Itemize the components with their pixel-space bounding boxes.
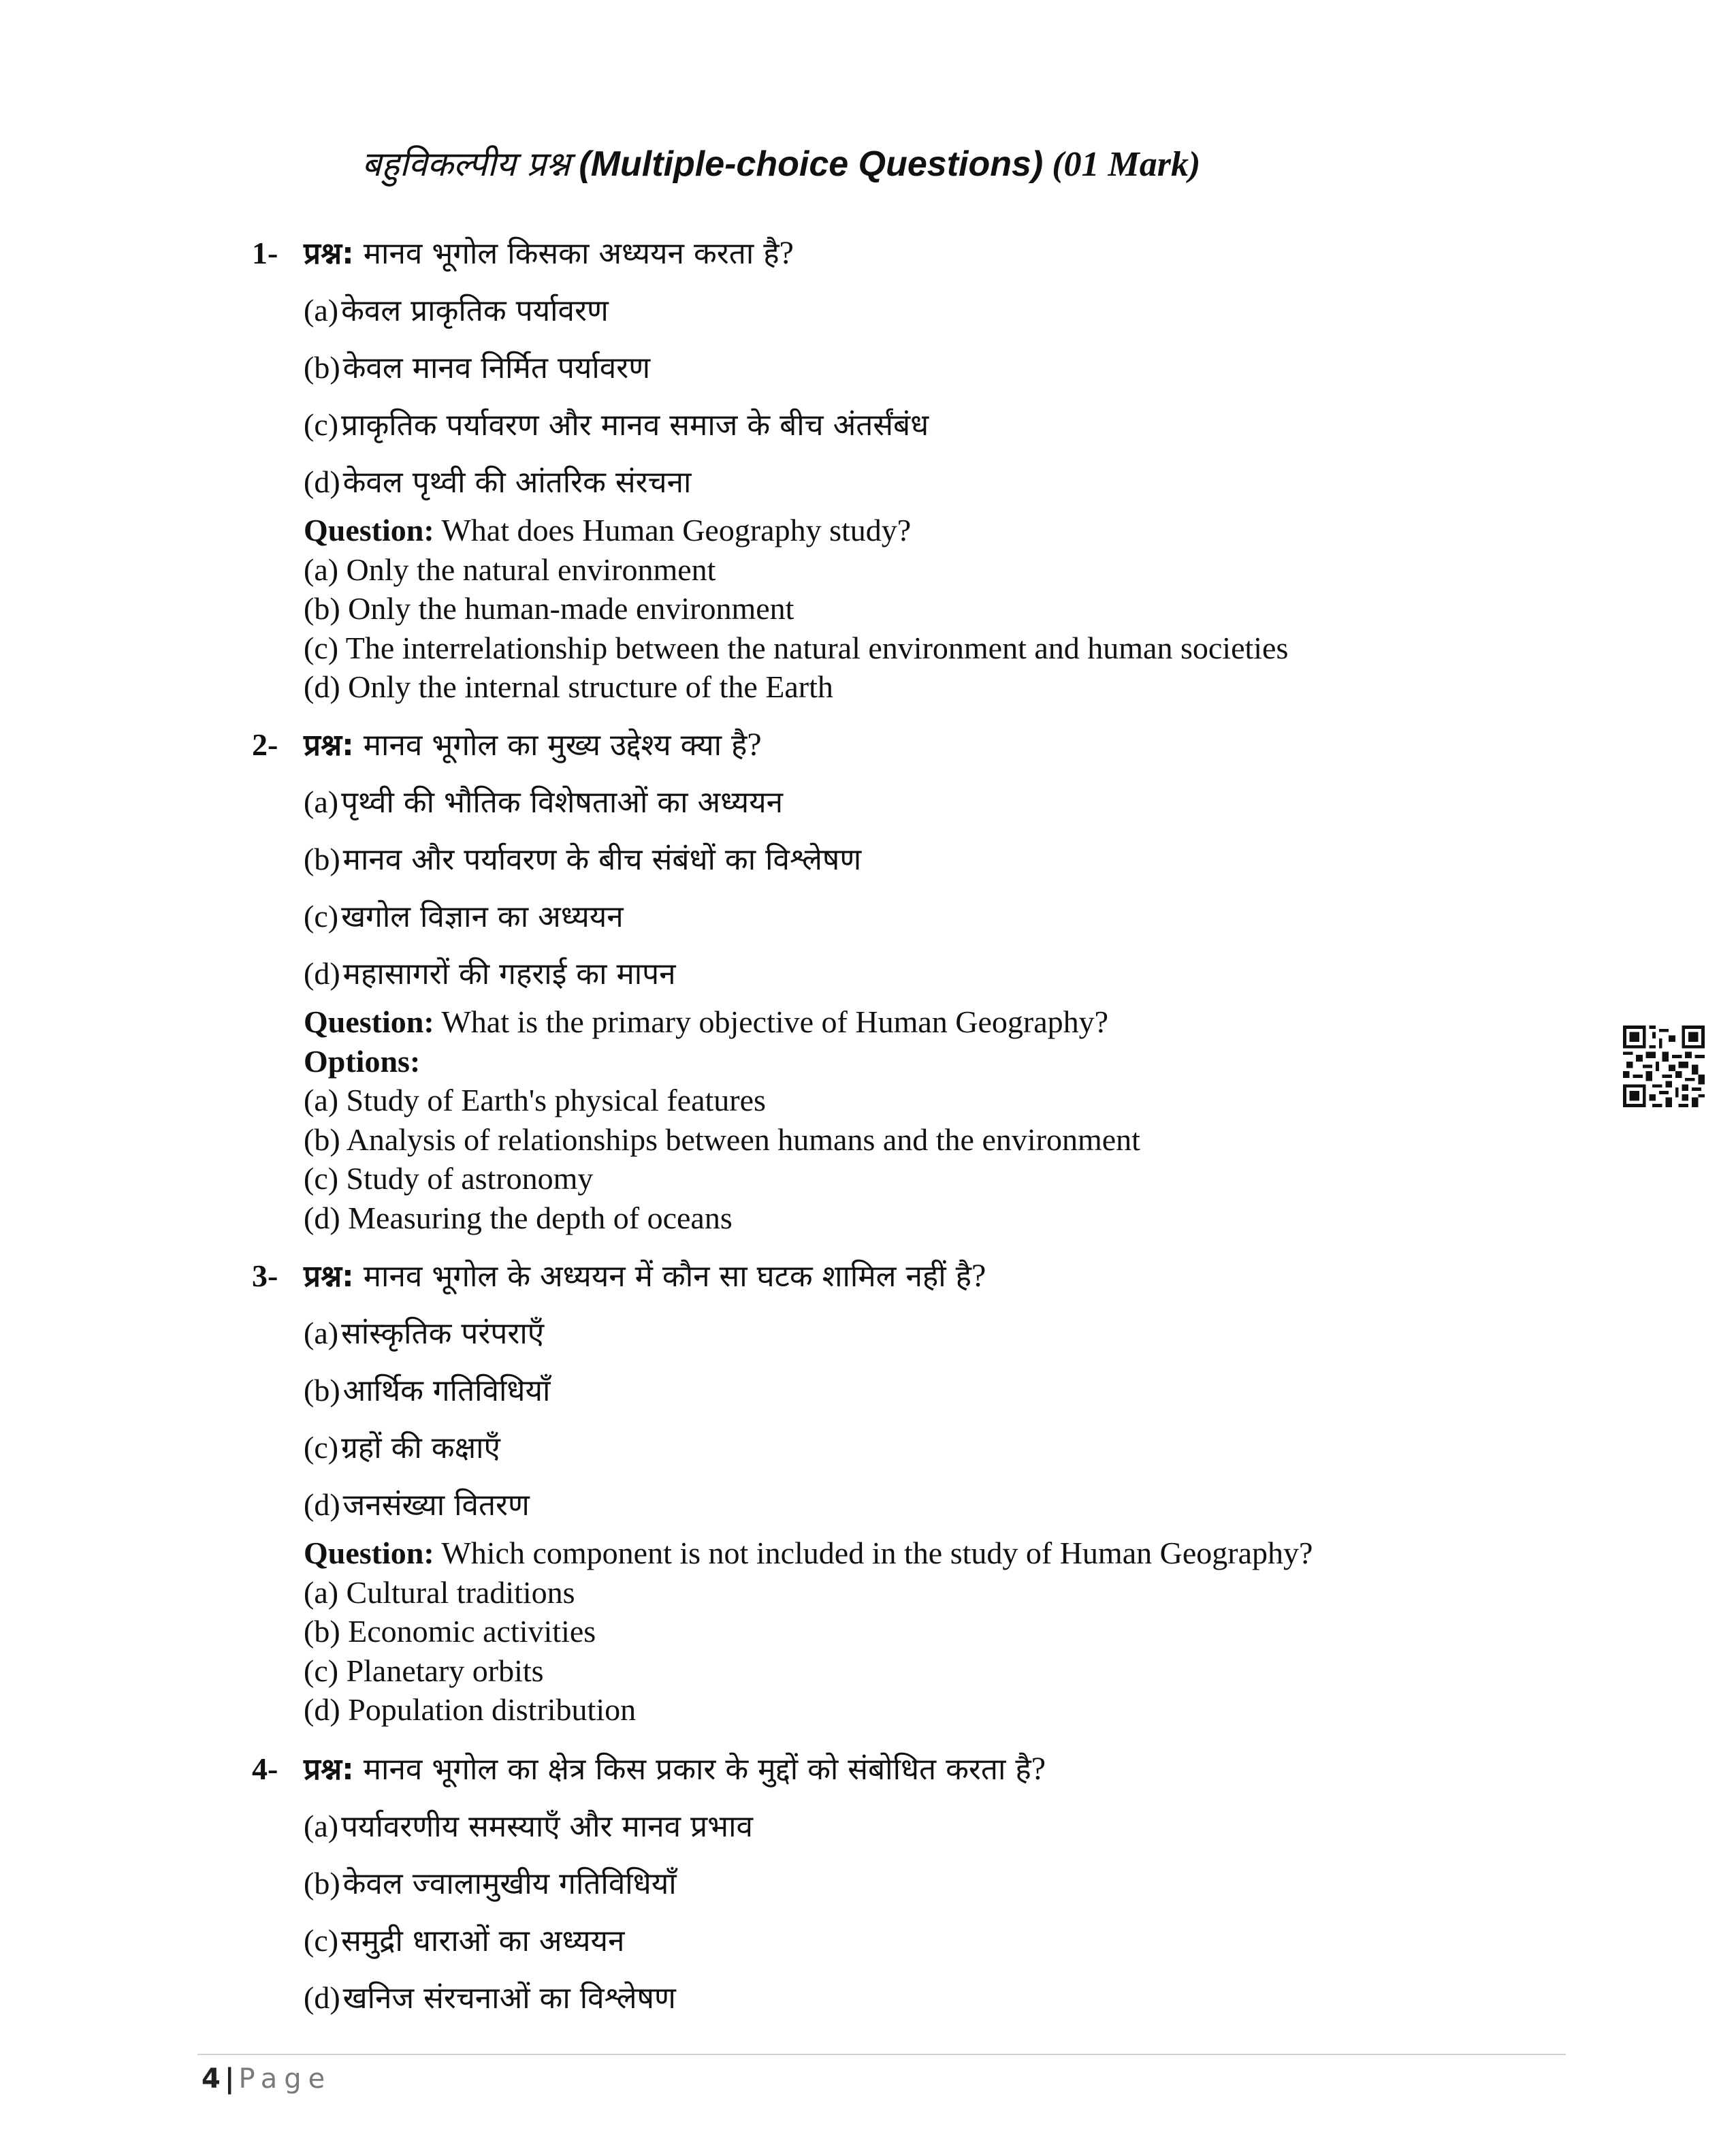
option-letter: (d) <box>304 956 340 991</box>
question-mark: ? <box>779 235 794 271</box>
hindi-option-c <box>252 396 1477 454</box>
option-text: पर्यावरणीय समस्याएँ और मानव प्रभाव <box>341 1809 753 1844</box>
english-option-c: (c) Planetary orbits <box>304 1653 544 1688</box>
page-number: 4 <box>202 2063 221 2095</box>
hindi-option-a <box>252 1798 1477 1855</box>
option-letter: (b) <box>304 350 340 385</box>
english-block <box>252 1002 1477 1237</box>
english-options-label: Options: <box>304 1043 421 1079</box>
question-4 <box>252 1741 1477 2027</box>
question-label: प्रश्न: <box>304 236 354 271</box>
footer-divider <box>197 2054 1566 2055</box>
option-text: समुद्री धाराओं का अध्ययन <box>341 1924 625 1958</box>
question-label: प्रश्न: <box>304 728 354 763</box>
english-option-a: (a) Cultural traditions <box>304 1574 575 1610</box>
option-letter: (a) <box>304 784 339 819</box>
option-text: ग्रहों की कक्षाएँ <box>341 1431 500 1465</box>
english-option-c: (c) The interrelationship between the natural environment and human societies <box>304 630 1289 665</box>
english-option-b: (b) Only the human-made environment <box>304 591 794 626</box>
question-2 <box>252 716 1477 1237</box>
english-question-text: What is the primary objective of Human Geography? <box>441 1004 1109 1039</box>
english-option-a: (a) Only the natural environment <box>304 552 716 587</box>
english-question <box>304 1534 1477 1573</box>
english-option-d: (d) Only the internal structure of the Earth <box>304 669 833 704</box>
option-text: केवल मानव निर्मित पर्यावरण <box>342 351 651 385</box>
question-hindi-line <box>252 1248 1477 1305</box>
option-text: केवल पृथ्वी की आंतरिक संरचना <box>342 465 692 500</box>
question-hindi <box>304 225 794 283</box>
title-english: (Multiple-choice Questions) <box>579 144 1044 184</box>
english-question-label: Question: <box>304 1536 434 1570</box>
option-text: केवल प्राकृतिक पर्यावरण <box>341 293 609 328</box>
english-option-d: (d) Measuring the depth of oceans <box>304 1200 733 1235</box>
option-letter: (c) <box>304 1430 339 1465</box>
option-letter: (a) <box>304 293 339 328</box>
hindi-option-b <box>252 1855 1477 1912</box>
option-text: सांस्कृतिक परंपराएँ <box>341 1316 545 1351</box>
hindi-option-d <box>252 1969 1477 2027</box>
title-hindi: बहुविकल्पीय प्रश्न <box>361 144 570 184</box>
question-mark: ? <box>1031 1751 1046 1787</box>
option-text: पृथ्वी की भौतिक विशेषताओं का अध्ययन <box>341 785 784 820</box>
question-number: 1- <box>252 236 278 270</box>
option-text: खनिज संरचनाओं का विश्लेषण <box>342 1981 676 2016</box>
question-label: प्रश्न: <box>304 1752 354 1787</box>
question-number: 3- <box>252 1258 278 1293</box>
page-title <box>0 140 1562 186</box>
question-hindi <box>304 1741 1046 1798</box>
option-letter: (c) <box>304 899 339 934</box>
question-hindi <box>304 716 762 774</box>
english-question <box>304 1002 1477 1042</box>
question-hindi-line <box>252 225 1477 282</box>
hindi-option-c <box>252 1912 1477 1969</box>
option-text: जनसंख्या वितरण <box>342 1488 530 1523</box>
title-marks: (01 Mark) <box>1052 145 1201 184</box>
question-3 <box>252 1248 1477 1730</box>
option-letter: (c) <box>304 407 339 442</box>
option-letter: (c) <box>304 1923 339 1958</box>
hindi-option-d <box>252 945 1477 1002</box>
english-question-label: Question: <box>304 513 434 547</box>
question-hindi-line <box>252 716 1477 774</box>
question-mark: ? <box>747 727 762 763</box>
question-mark: ? <box>971 1258 986 1294</box>
english-option-d: (d) Population distribution <box>304 1692 637 1727</box>
hindi-option-d <box>252 454 1477 511</box>
hindi-option-c <box>252 1419 1477 1476</box>
question-hindi-text: मानव भूगोल किसका अध्ययन करता है <box>363 236 779 271</box>
hindi-option-b <box>252 831 1477 888</box>
english-block <box>252 1534 1477 1730</box>
option-text: खगोल विज्ञान का अध्ययन <box>341 900 624 934</box>
option-letter: (d) <box>304 1980 340 2015</box>
option-text: केवल ज्वालामुखीय गतिविधियाँ <box>342 1866 677 1901</box>
english-question-label: Question: <box>304 1004 434 1039</box>
english-question <box>304 511 1477 550</box>
qr-code-icon[interactable] <box>1623 1026 1705 1107</box>
question-number: 2- <box>252 727 278 762</box>
hindi-option-d <box>252 1476 1477 1534</box>
english-question-text: What does Human Geography study? <box>441 513 912 547</box>
english-option-b: (b) Economic activities <box>304 1614 596 1649</box>
page-label: Page <box>238 2063 332 2095</box>
hindi-option-c <box>252 888 1477 945</box>
english-option-a: (a) Study of Earth's physical features <box>304 1083 766 1117</box>
option-text: आर्थिक गतिविधियाँ <box>342 1373 551 1408</box>
hindi-option-a <box>252 774 1477 831</box>
option-letter: (a) <box>304 1809 339 1843</box>
english-block <box>252 511 1477 707</box>
question-number: 4- <box>252 1751 278 1786</box>
english-option-c: (c) Study of astronomy <box>304 1161 594 1196</box>
option-letter: (b) <box>304 1866 340 1901</box>
option-text: महासागरों की गहराई का मापन <box>342 957 676 991</box>
question-hindi-text: मानव भूगोल के अध्ययन में कौन सा घटक शामिल नहीं है <box>363 1259 971 1294</box>
hindi-option-a <box>252 1305 1477 1362</box>
english-question-text: Which component is not included in the study of Human Geography? <box>441 1536 1313 1570</box>
option-letter: (b) <box>304 842 340 876</box>
english-option-b: (b) Analysis of relationships between humans and the environment <box>304 1122 1140 1157</box>
option-letter: (b) <box>304 1373 340 1408</box>
option-letter: (d) <box>304 464 340 499</box>
option-letter: (a) <box>304 1316 339 1350</box>
question-hindi-line <box>252 1741 1477 1798</box>
option-text: मानव और पर्यावरण के बीच संबंधों का विश्लेषण <box>342 842 862 877</box>
page-footer <box>202 2063 332 2095</box>
question-1 <box>252 225 1477 707</box>
question-hindi <box>304 1248 986 1305</box>
hindi-option-b <box>252 1362 1477 1419</box>
question-hindi-text: मानव भूगोल का क्षेत्र किस प्रकार के मुद्दों को संबोधित करता है <box>363 1752 1031 1787</box>
question-hindi-text: मानव भूगोल का मुख्य उद्देश्य क्या है <box>363 728 748 763</box>
hindi-option-b <box>252 339 1477 396</box>
hindi-option-a <box>252 282 1477 339</box>
question-label: प्रश्न: <box>304 1259 354 1294</box>
option-letter: (d) <box>304 1487 340 1522</box>
option-text: प्राकृतिक पर्यावरण और मानव समाज के बीच अंतर्संबंध <box>341 408 929 443</box>
footer-separator: | <box>224 2063 235 2095</box>
